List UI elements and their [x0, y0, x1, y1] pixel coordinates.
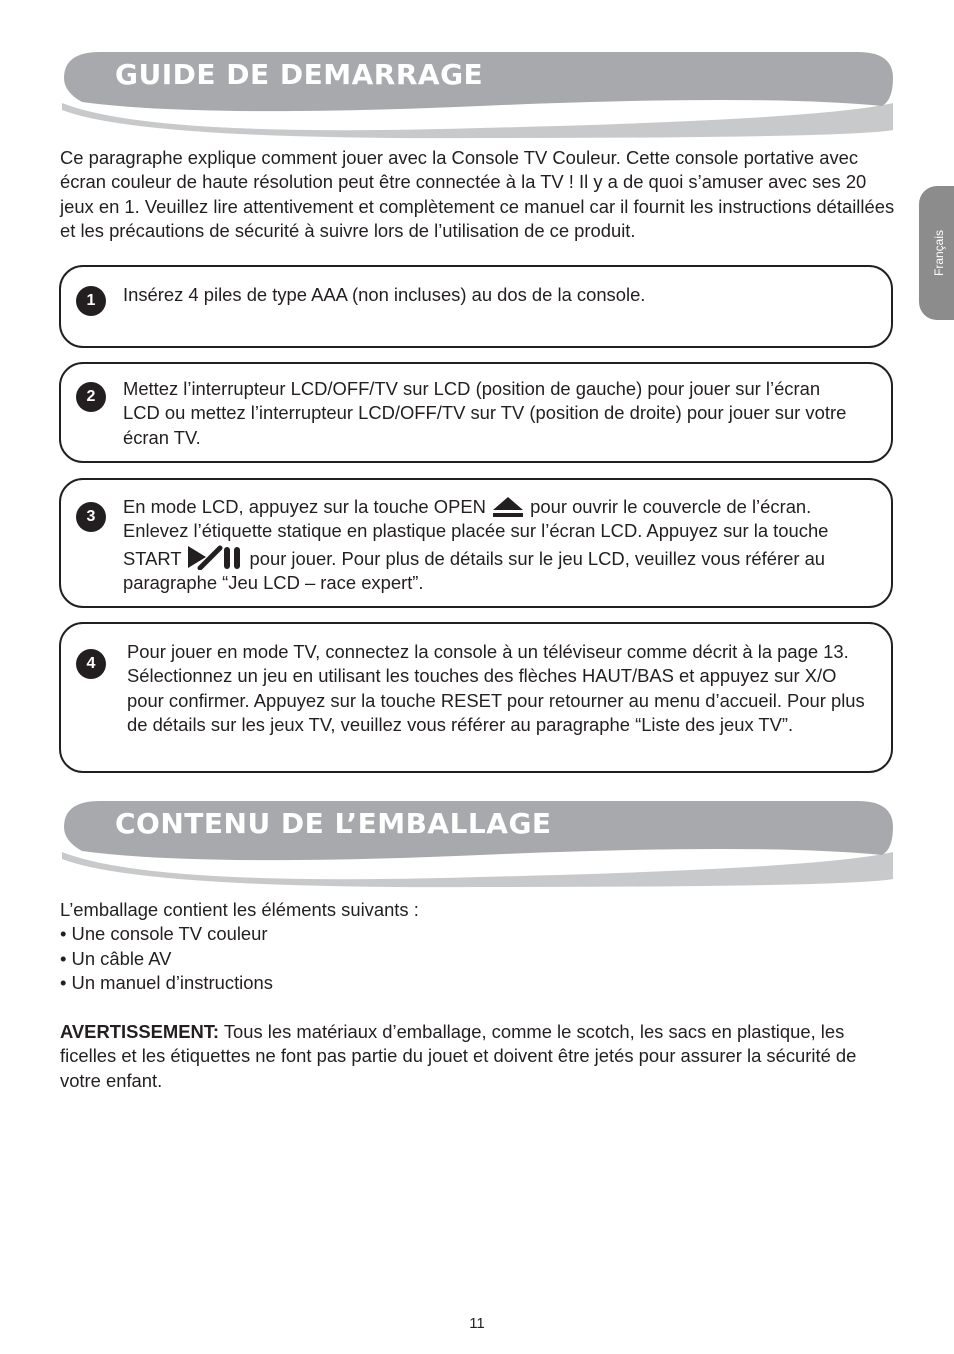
section-title-contents: CONTENU DE L’EMBALLAGE — [115, 807, 552, 840]
step-box-4 — [59, 622, 893, 773]
step-text: Pour jouer en mode TV, connectez la console à un téléviseur comme décrit à la page 13. Sélectionnez un jeu en utilisant les touches des flèches HAUT/BAS et appuyez sur X/O pour confirmer. Appuyez sur la touche RESET pour retourner au menu d’accueil. Pour plus de détails sur les jeux TV, veuillez vous référer au paragraphe “Liste des jeux TV”. — [127, 641, 865, 735]
list-item: • Un câble AV — [60, 947, 172, 969]
step-text: Insérez 4 piles de type AAA (non incluses) au dos de la console. — [123, 284, 646, 305]
step-number-badge: 4 — [76, 649, 106, 679]
language-tab — [919, 186, 954, 320]
eject-icon — [491, 496, 525, 518]
step-text: Mettez l’interrupteur LCD/OFF/TV sur LCD (position de gauche) pour jouer sur l’écran LCD ou mettez l’interrupteur LCD/OFF/TV sur TV (position de droite) pour jouer sur votre écran TV. — [123, 378, 847, 448]
warning-text: Tous les matériaux d’emballage, comme le scotch, les sacs en plastique, les ficelles et les étiquettes ne font pas partie du jouet et doivent être jetés pour assurer la sécurité de votre enfant. — [60, 1021, 857, 1091]
package-contents — [60, 898, 900, 995]
contents-intro: L’emballage contient les éléments suivants : — [60, 899, 419, 920]
step-text-part: pour jouer. Pour plus de détails sur le jeu LCD, veuillez vous référer au paragraphe “Jeu LCD – race expert”. — [123, 547, 826, 593]
section-banner-start — [0, 48, 954, 148]
warning-paragraph — [60, 1020, 900, 1093]
list-item: • Un manuel d’instructions — [60, 971, 273, 993]
section-banner-contents — [0, 797, 954, 897]
step-box-1 — [59, 265, 893, 348]
step-text — [123, 495, 861, 595]
step-number-badge: 3 — [76, 502, 106, 532]
page-number: 11 — [469, 1315, 485, 1332]
play-pause-icon — [186, 544, 244, 570]
intro-paragraph: Ce paragraphe explique comment jouer avec la Console TV Couleur. Cette console portative avec écran couleur de haute résolution peut être connectée à la TV ! Il y a de quoi s’amuser avec ses 20 jeux en 1. Veuillez lire attentivement et complètement ce manuel car il fournit les instructions détaillées et les précautions de sécurité à suivre lors de l’utilisation de ce produit. — [60, 147, 895, 241]
step-number-badge: 2 — [76, 382, 106, 412]
step-text-part: pour ouvrir le couvercle de l’écran. Enlevez l’étiquette statique en plastique placée sur l’écran LCD. Appuyez sur la touche START — [123, 496, 829, 569]
step-box-3 — [59, 478, 893, 608]
section-title-start: GUIDE DE DEMARRAGE — [115, 58, 484, 91]
step-text-part: En mode LCD, appuyez sur la touche OPEN — [123, 496, 486, 517]
list-item: • Une console TV couleur — [60, 923, 268, 945]
step-box-2 — [59, 362, 893, 463]
step-number-badge: 1 — [76, 286, 106, 316]
warning-label: AVERTISSEMENT: — [60, 1021, 220, 1042]
language-label: Français — [932, 229, 946, 277]
